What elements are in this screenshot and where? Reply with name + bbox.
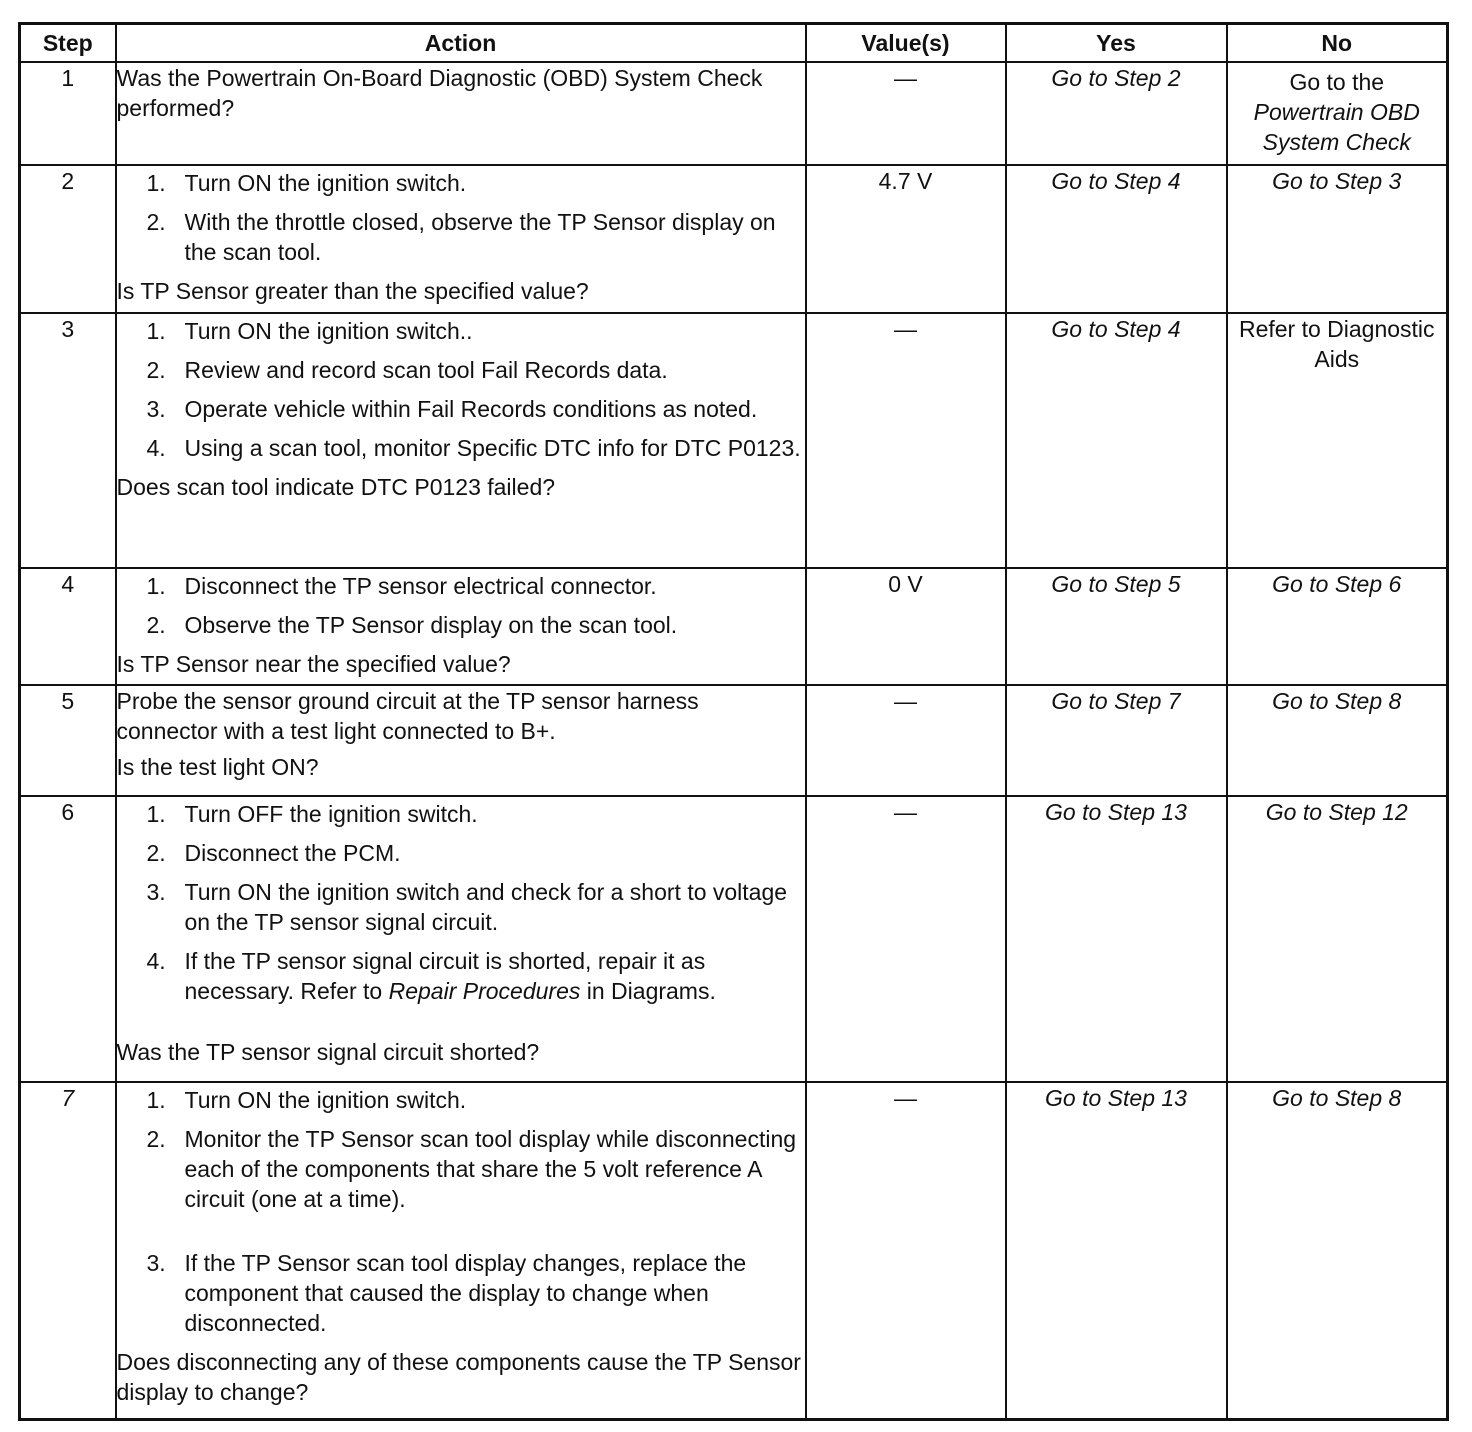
yes-cell: Go to Step 7 bbox=[1006, 685, 1227, 796]
action-cell bbox=[116, 62, 806, 165]
procedure-item bbox=[117, 877, 805, 937]
procedure-item bbox=[117, 316, 805, 346]
procedure-item bbox=[117, 355, 805, 385]
no-cell: Go to Step 3 bbox=[1227, 165, 1448, 313]
value-cell: — bbox=[806, 62, 1006, 165]
header-yes: Yes bbox=[1006, 24, 1227, 63]
action-intro: Probe the sensor ground circuit at the TP sensor harness connector with a test light connected to B+. bbox=[116, 688, 699, 744]
item-text: Turn ON the ignition switch.. bbox=[184, 318, 473, 344]
item-text: Disconnect the PCM. bbox=[184, 840, 401, 866]
item-number: 1. bbox=[146, 318, 166, 344]
procedure-item bbox=[117, 168, 805, 198]
procedure-item bbox=[117, 799, 805, 829]
item-text: Disconnect the TP sensor electrical connector. bbox=[184, 573, 657, 599]
procedure-item bbox=[117, 1085, 805, 1115]
no-cell: Go to Step 8 bbox=[1227, 1082, 1448, 1419]
table-row bbox=[20, 165, 1448, 313]
value-cell: 4.7 V bbox=[806, 165, 1006, 313]
header-value: Value(s) bbox=[806, 24, 1006, 63]
item-number: 1. bbox=[146, 1087, 166, 1113]
value-cell: — bbox=[806, 685, 1006, 796]
action-question: Does disconnecting any of these components cause the TP Sensor display to change? bbox=[116, 1349, 801, 1405]
item-text: Turn OFF the ignition switch. bbox=[184, 801, 478, 827]
item-text: Observe the TP Sensor display on the scan tool. bbox=[184, 612, 678, 638]
step-number: 7 bbox=[20, 1082, 116, 1419]
procedure-list bbox=[117, 571, 805, 640]
item-text: Turn ON the ignition switch and check for a short to voltage on the TP sensor signal circuit. bbox=[184, 879, 788, 935]
value-cell: — bbox=[806, 313, 1006, 568]
yes-cell: Go to Step 5 bbox=[1006, 568, 1227, 685]
diagnostic-table bbox=[18, 22, 1449, 1421]
action-intro: Was the Powertrain On-Board Diagnostic (OBD) System Check performed? bbox=[116, 65, 763, 121]
procedure-item bbox=[117, 946, 805, 1006]
action-question: Does scan tool indicate DTC P0123 failed? bbox=[116, 474, 556, 500]
item-number: 2. bbox=[146, 357, 166, 383]
no-cell: Refer to Diagnostic Aids bbox=[1227, 313, 1448, 568]
value-cell: — bbox=[806, 796, 1006, 1082]
item-number: 1. bbox=[146, 573, 166, 599]
procedure-item bbox=[117, 838, 805, 868]
procedure-item bbox=[117, 1124, 805, 1214]
no-cell: Go to Step 12 bbox=[1227, 796, 1448, 1082]
procedure-item bbox=[117, 394, 805, 424]
action-question: Is the test light ON? bbox=[116, 754, 319, 780]
procedure-item bbox=[117, 571, 805, 601]
item-number: 4. bbox=[146, 435, 166, 461]
value-cell: 0 V bbox=[806, 568, 1006, 685]
yes-cell: Go to Step 13 bbox=[1006, 1082, 1227, 1419]
yes-cell: Go to Step 2 bbox=[1006, 62, 1227, 165]
no-cell: Go to Step 6 bbox=[1227, 568, 1448, 685]
item-text: Turn ON the ignition switch. bbox=[184, 170, 467, 196]
spacer bbox=[117, 1015, 805, 1037]
action-cell bbox=[116, 568, 806, 685]
action-cell bbox=[116, 313, 806, 568]
no-text: Go to the bbox=[1289, 69, 1385, 95]
reference-link[interactable]: Repair Procedures bbox=[388, 978, 581, 1004]
item-number: 2. bbox=[146, 612, 166, 638]
item-text: With the throttle closed, observe the TP Sensor display on the scan tool. bbox=[184, 209, 776, 265]
table-row bbox=[20, 62, 1448, 165]
no-cell: Go to Step 8 bbox=[1227, 685, 1448, 796]
step-number: 1 bbox=[20, 62, 116, 165]
action-question: Is TP Sensor near the specified value? bbox=[116, 651, 511, 677]
procedure-list bbox=[117, 799, 805, 1006]
yes-cell: Go to Step 4 bbox=[1006, 165, 1227, 313]
item-text: Using a scan tool, monitor Specific DTC info for DTC P0123. bbox=[184, 435, 801, 461]
procedure-list bbox=[117, 316, 805, 463]
action-cell bbox=[116, 685, 806, 796]
header-action: Action bbox=[116, 24, 806, 63]
item-text: Turn ON the ignition switch. bbox=[184, 1087, 467, 1113]
procedure-item bbox=[117, 433, 805, 463]
item-number: 4. bbox=[146, 948, 166, 974]
step-number: 5 bbox=[20, 685, 116, 796]
item-number: 1. bbox=[146, 801, 166, 827]
item-number: 1. bbox=[146, 170, 166, 196]
step-number: 2 bbox=[20, 165, 116, 313]
no-cell bbox=[1227, 62, 1448, 165]
item-number: 3. bbox=[146, 1250, 166, 1276]
action-question: Is TP Sensor greater than the specified value? bbox=[116, 278, 589, 304]
step-number: 6 bbox=[20, 796, 116, 1082]
diagnostic-sheet bbox=[18, 22, 1449, 1421]
item-number: 2. bbox=[146, 1126, 166, 1152]
yes-cell: Go to Step 4 bbox=[1006, 313, 1227, 568]
action-cell bbox=[116, 1082, 806, 1419]
item-number: 3. bbox=[146, 396, 166, 422]
item-number: 2. bbox=[146, 840, 166, 866]
header-step: Step bbox=[20, 24, 116, 63]
header-no: No bbox=[1227, 24, 1448, 63]
table-row bbox=[20, 796, 1448, 1082]
no-link: Powertrain OBD System Check bbox=[1253, 99, 1420, 155]
action-cell bbox=[116, 796, 806, 1082]
step-number: 3 bbox=[20, 313, 116, 568]
item-text: If the TP Sensor scan tool display changes, replace the component that caused the display to change when disconnected. bbox=[184, 1250, 747, 1336]
table-row bbox=[20, 313, 1448, 568]
item-number: 3. bbox=[146, 879, 166, 905]
yes-cell: Go to Step 13 bbox=[1006, 796, 1227, 1082]
step-number: 4 bbox=[20, 568, 116, 685]
item-text-tail: in Diagrams. bbox=[580, 978, 716, 1004]
value-cell: — bbox=[806, 1082, 1006, 1419]
action-cell bbox=[116, 165, 806, 313]
item-text: Review and record scan tool Fail Records data. bbox=[184, 357, 668, 383]
header-row bbox=[20, 24, 1448, 63]
action-question: Was the TP sensor signal circuit shorted? bbox=[116, 1039, 540, 1065]
procedure-item bbox=[117, 1248, 805, 1338]
item-number: 2. bbox=[146, 209, 166, 235]
item-text: Monitor the TP Sensor scan tool display while disconnecting each of the components that share the 5 volt reference A circuit (one at a time). bbox=[184, 1126, 797, 1212]
procedure-list bbox=[117, 168, 805, 267]
table-row bbox=[20, 685, 1448, 796]
table-row bbox=[20, 1082, 1448, 1419]
item-text: Operate vehicle within Fail Records conditions as noted. bbox=[184, 396, 758, 422]
procedure-item bbox=[117, 207, 805, 267]
procedure-list bbox=[117, 1085, 805, 1338]
table-row bbox=[20, 568, 1448, 685]
procedure-item bbox=[117, 610, 805, 640]
item-text-lead: If the TP sensor signal circuit is shorted, repair it as necessary. Refer to bbox=[184, 948, 706, 1004]
